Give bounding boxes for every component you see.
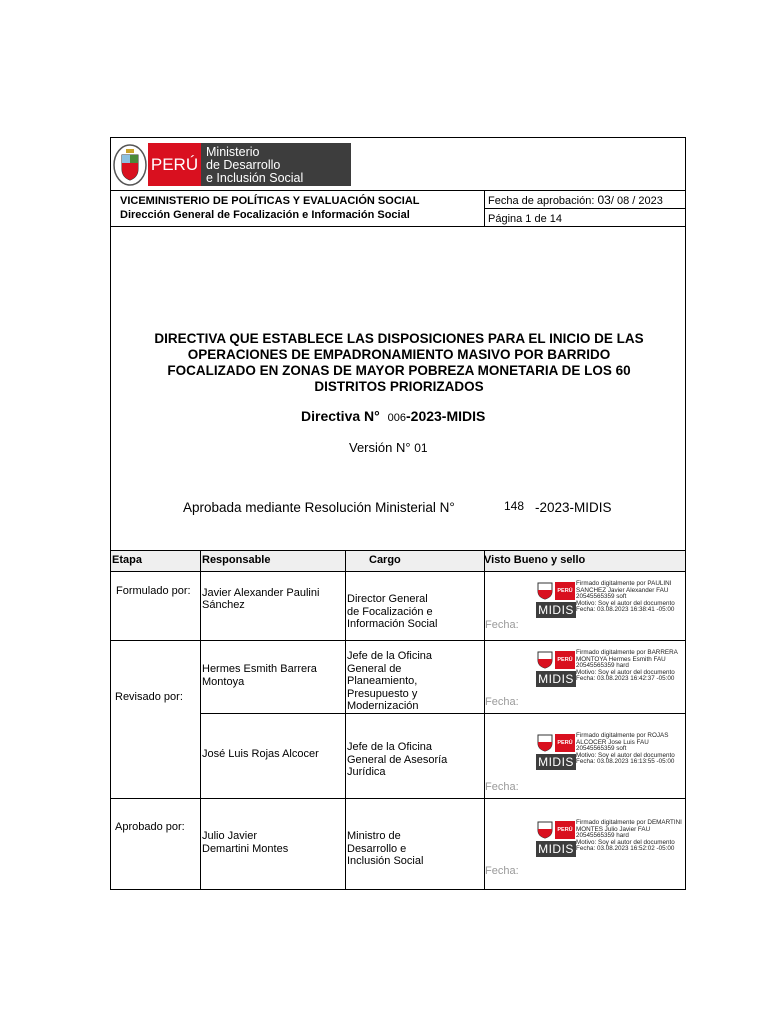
stage-reviewed: Revisado por: bbox=[115, 691, 183, 703]
logo-area bbox=[111, 138, 687, 191]
header-role: Cargo bbox=[369, 554, 401, 566]
coat-of-arms-icon bbox=[536, 650, 554, 670]
version-label: Versión N° bbox=[349, 440, 411, 455]
stamp-peru: PERÚ bbox=[555, 821, 575, 839]
stamp-midis: MIDIS bbox=[536, 602, 576, 618]
approval-month-year: / 08 / 2023 bbox=[610, 195, 663, 207]
stamp-midis: MIDIS bbox=[536, 841, 576, 857]
resolution-label: Aprobada mediante Resolución Ministerial N° bbox=[183, 500, 455, 515]
stamp-peru: PERÚ bbox=[555, 582, 575, 600]
signature-text: Firmado digitalmente por BARRERA MONTOYA Hermes Esmith FAU 20545565359 hard Motivo: Soy el autor del documento Fecha: 03.08.2023 16:42:37 -05:00 bbox=[576, 649, 678, 683]
direction: Dirección General de Focalización e Información Social bbox=[120, 209, 410, 221]
header-stage: Etapa bbox=[112, 554, 142, 566]
stamp-peru: PERÚ bbox=[555, 651, 575, 669]
title-line: OPERACIONES DE EMPADRONAMIENTO MASIVO POR BARRIDO bbox=[187, 347, 611, 362]
fecha-label: Fecha: bbox=[485, 619, 519, 631]
coat-of-arms-icon bbox=[536, 581, 554, 601]
responsible-cell: José Luis Rojas Alcocer bbox=[202, 748, 319, 760]
directive-suffix: -2023-MIDIS bbox=[406, 408, 486, 424]
responsible-cell: Julio Javier Demartini Montes bbox=[202, 830, 289, 855]
title-line: DIRECTIVA QUE ESTABLECE LAS DISPOSICIONES PARA EL INICIO DE LAS bbox=[154, 331, 644, 346]
page-number: Página 1 de 14 bbox=[488, 213, 563, 225]
approval-label: Fecha de aprobación: bbox=[488, 195, 595, 207]
approval-day: 03 bbox=[597, 193, 611, 207]
coat-of-arms-icon bbox=[536, 733, 554, 753]
stamp-midis: MIDIS bbox=[536, 671, 576, 687]
signature-stamp bbox=[536, 820, 686, 864]
signature-stamp bbox=[536, 581, 686, 625]
stage-formulated: Formulado por: bbox=[116, 585, 191, 597]
fecha-label: Fecha: bbox=[485, 865, 519, 877]
fecha-label: Fecha: bbox=[485, 696, 519, 708]
title-line: DISTRITOS PRIORIZADOS bbox=[314, 379, 484, 394]
role-cell: Jefe de la Oficina General de Asesoría Jurídica bbox=[347, 741, 448, 778]
version-number: 01 bbox=[414, 441, 428, 455]
directive-num: 006 bbox=[387, 412, 406, 424]
directive-prefix: Directiva N° bbox=[301, 408, 380, 424]
approval-date bbox=[488, 193, 663, 207]
coat-of-arms-icon bbox=[536, 820, 554, 840]
document-title bbox=[111, 331, 687, 395]
stamp-midis: MIDIS bbox=[536, 754, 576, 770]
document-page bbox=[110, 137, 686, 890]
ministry-logo-line: de Desarrollo bbox=[206, 158, 281, 172]
coat-of-arms-icon bbox=[113, 143, 147, 187]
signature-text: Firmado digitalmente por PAULINI SANCHEZ Javier Alexander FAU 20545565359 soft Motivo: Soy el autor del documento Fecha: 03.08.2023 16:38:41 -05:00 bbox=[576, 580, 675, 614]
peru-logo: PERÚ bbox=[148, 143, 201, 186]
title-line: FOCALIZADO EN ZONAS DE MAYOR POBREZA MONETARIA DE LOS 60 bbox=[167, 363, 631, 378]
stamp-peru: PERÚ bbox=[555, 734, 575, 752]
header-responsible: Responsable bbox=[202, 554, 271, 566]
ministry-logo-line: e Inclusión Social bbox=[206, 171, 304, 185]
ministry-logo bbox=[201, 143, 351, 186]
directive-number bbox=[301, 408, 485, 424]
resolution-suffix: -2023-MIDIS bbox=[535, 500, 612, 515]
ministry-logo-line: Ministerio bbox=[206, 145, 260, 159]
resolution-number: 148 bbox=[504, 499, 525, 513]
signature-text: Firmado digitalmente por ROJAS ALCOCER Jose Luis FAU 20545565359 soft Motivo: Soy el autor del documento Fecha: 03.08.2023 16:13:55 -05:00 bbox=[576, 732, 675, 766]
responsible-cell: Hermes Esmith Barrera Montoya bbox=[202, 663, 317, 688]
signature-stamp bbox=[536, 650, 686, 694]
vice-ministry: VICEMINISTERIO DE POLÍTICAS Y EVALUACIÓN SOCIAL bbox=[120, 195, 420, 207]
header-seal: Visto Bueno y sello bbox=[484, 554, 586, 566]
role-cell: Ministro de Desarrollo e Inclusión Social bbox=[347, 830, 424, 867]
version bbox=[349, 440, 428, 455]
signature-text: Firmado digitalmente por DEMARTINI MONTES Julio Javier FAU 20545565359 hard Motivo: Soy el autor del documento Fecha: 03.08.2023 16:52:02 -05:00 bbox=[576, 819, 682, 853]
signature-stamp bbox=[536, 733, 686, 777]
fecha-label: Fecha: bbox=[485, 781, 519, 793]
role-cell: Director General de Focalización e Información Social bbox=[347, 593, 438, 630]
responsible-cell: Javier Alexander Paulini Sánchez bbox=[202, 587, 320, 611]
role-cell: Jefe de la Oficina General de Planeamiento, Presupuesto y Modernización bbox=[347, 650, 432, 712]
stage-approved: Aprobado por: bbox=[115, 821, 185, 833]
